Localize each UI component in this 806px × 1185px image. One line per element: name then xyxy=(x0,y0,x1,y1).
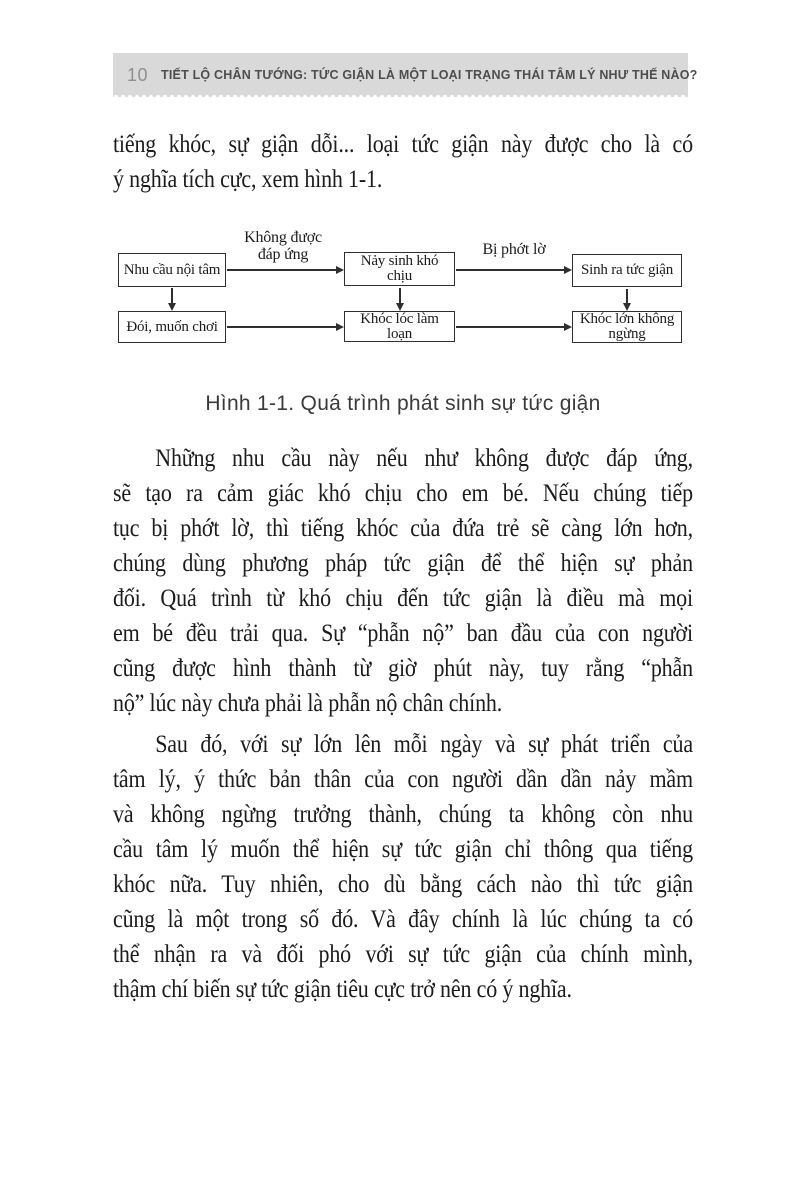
text-line: đối. Quá trình từ khó chịu đến tức giận là điều mà mọi xyxy=(113,585,693,612)
text-line: cầu tâm lý muốn thể hiện sự tức giận chỉ thông qua tiếng xyxy=(113,836,693,863)
arrow-label-not-met: Không được đáp ứng xyxy=(244,229,322,263)
text-line: sẽ tạo ra cảm giác khó chịu cho em bé. Nếu chúng tiếp xyxy=(113,480,693,507)
text-line: chúng dùng phương pháp tức giận để thể hiện sự phản xyxy=(113,550,693,577)
arrow-down-icon xyxy=(171,288,173,304)
flow-box-inner-need: Nhu cầu nội tâm xyxy=(118,253,226,287)
text-line: em bé đều trải qua. Sự “phẫn nộ” ban đầu của con người xyxy=(113,620,693,647)
text-line: tâm lý, ý thức bản thân của con người dần dần nảy mầm xyxy=(113,766,693,793)
arrow-right-icon xyxy=(227,326,337,328)
arrow-label-ignored: Bị phớt lờ xyxy=(482,241,546,258)
arrow-right-icon xyxy=(456,326,565,328)
paragraph-3 xyxy=(113,727,693,1007)
arrow-down-icon xyxy=(626,289,628,304)
text-line: thể nhận ra và đối phó với sự tức giận của chính mình, xyxy=(113,941,693,968)
text-line: cũng được hình thành từ giờ phút này, tuy rằng “phẫn xyxy=(113,655,693,682)
text-line: thậm chí biến sự tức giận tiêu cực trở nên có ý nghĩa. xyxy=(113,976,572,1003)
text-line: tiếng khóc, sự giận dỗi... loại tức giận này được cho là có xyxy=(113,131,693,158)
flow-box-crying-fuss: Khóc lóc làm loạn xyxy=(344,311,455,342)
arrow-right-icon xyxy=(227,269,337,271)
text-line: Những nhu cầu này nếu như không được đáp ứng, xyxy=(155,445,693,472)
figure-caption: Hình 1-1. Quá trình phát sinh sự tức giận xyxy=(205,392,601,415)
text-line: và không ngừng trưởng thành, chúng ta không còn nhu xyxy=(113,801,693,828)
arrow-down-icon xyxy=(399,288,401,304)
text-line: Sau đó, với sự lớn lên mỗi ngày và sự phát triển của xyxy=(155,731,693,758)
page-number: 10 xyxy=(127,64,149,85)
flow-box-hungry-play: Đói, muốn chơi xyxy=(118,311,226,343)
text-line: cũng là một trong số đó. Và đây chính là lúc chúng ta có xyxy=(113,906,693,933)
text-line: khóc nữa. Tuy nhiên, cho dù bằng cách nào thì tức giận xyxy=(113,871,693,898)
text-line: nộ” lúc này chưa phải là phẫn nộ chân chính. xyxy=(113,690,503,717)
flow-box-anger: Sinh ra tức giận xyxy=(572,254,682,287)
flow-box-crying-nonstop: Khóc lớn không ngừng xyxy=(572,311,682,343)
text-line: ý nghĩa tích cực, xem hình 1-1. xyxy=(113,166,383,193)
flow-box-discomfort: Nảy sinh khó chịu xyxy=(344,252,455,286)
arrow-right-icon xyxy=(456,269,565,271)
paragraph-2 xyxy=(113,441,693,721)
text-line: tục bị phớt lờ, thì tiếng khóc của đứa trẻ sẽ càng lớn hơn, xyxy=(113,515,693,542)
running-title: TIẾT LỘ CHÂN TƯỚNG: TỨC GIẬN LÀ MỘT LOẠI TRẠNG THÁI TÂM LÝ NHƯ THẾ NÀO? xyxy=(161,68,698,82)
